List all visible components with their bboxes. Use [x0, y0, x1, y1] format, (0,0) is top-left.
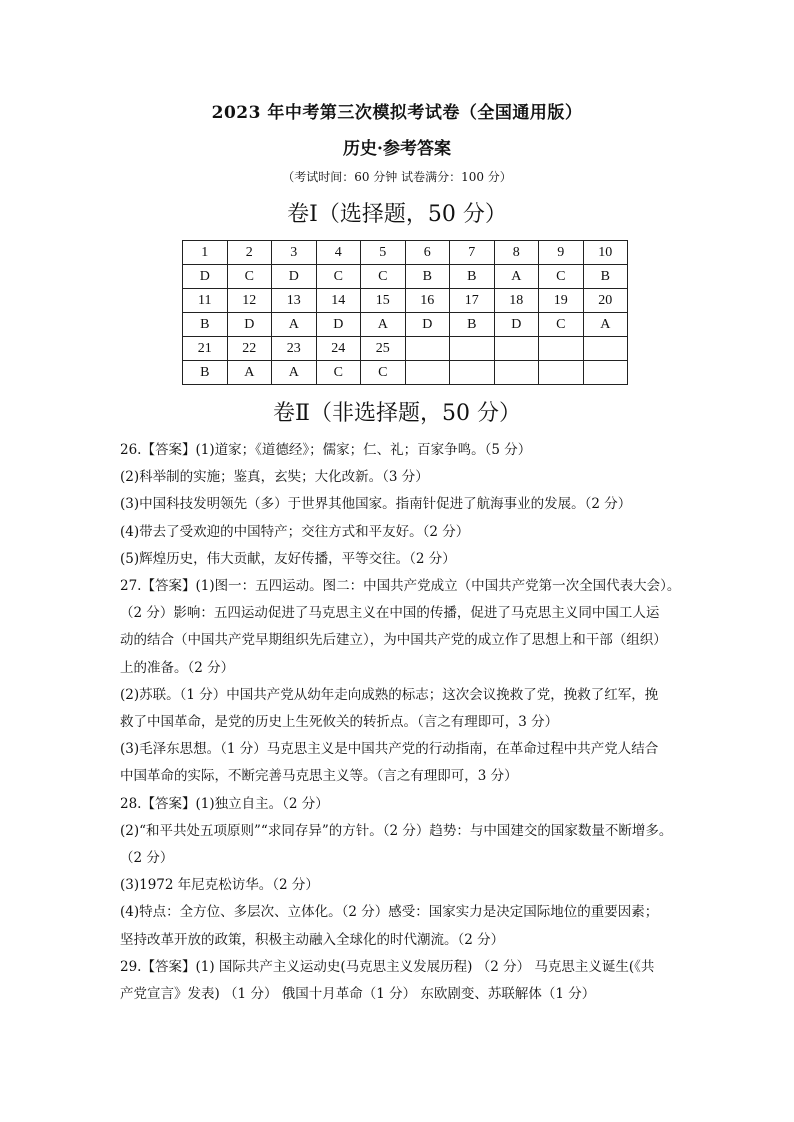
answer-table-cell	[405, 337, 450, 361]
answer-table-cell: 19	[539, 289, 584, 313]
answer-table-cell: C	[361, 265, 406, 289]
answer-table-cell: B	[450, 265, 495, 289]
section-heading-non-choice: 卷Ⅱ（非选择题，50 分）	[273, 401, 521, 426]
answer-table-cell	[494, 361, 539, 385]
answer-table-cell	[583, 337, 628, 361]
answer-table-cell: 23	[272, 337, 317, 361]
document-title: 2023 年中考第三次模拟考试卷（全国通用版）	[211, 103, 583, 123]
answer-table-cell: 11	[183, 289, 228, 313]
answer-line: 动的结合（中国共产党早期组织先后建立），为中国共产党的成立作了思想上和干部（组织）	[120, 632, 667, 649]
answer-line: (3)1972 年尼克松访华。（2 分）	[120, 877, 319, 894]
answer-table-cell: 4	[316, 241, 361, 265]
answer-table-cell: B	[183, 361, 228, 385]
section-heading-choice: 卷Ⅰ（选择题，50 分）	[287, 202, 507, 227]
answer-table-row	[183, 289, 628, 313]
answer-table	[182, 240, 628, 385]
answer-line: 26.【答案】(1)道家；《道德经》；儒家；仁、礼；百家争鸣。（5 分）	[120, 442, 532, 458]
answer-table-cell: C	[227, 265, 272, 289]
answer-table-cell: C	[316, 265, 361, 289]
answer-table-cell: 24	[316, 337, 361, 361]
answer-line: (4)带去了受欢迎的中国特产；交往方式和平友好。（2 分）	[120, 523, 470, 540]
answer-table-cell: D	[272, 265, 317, 289]
answer-table-cell: C	[316, 361, 361, 385]
answer-table-cell: 21	[183, 337, 228, 361]
answer-line: 27.【答案】(1)图一：五四运动。图二：中国共产党成立（中国共产党第一次全国代表大会）。	[120, 578, 681, 595]
answer-line: 坚持改革开放的政策，积极主动融入全球化的时代潮流。（2 分）	[120, 931, 505, 948]
answer-table-cell: D	[227, 313, 272, 337]
answer-table-cell: 8	[494, 241, 539, 265]
answer-table-cell: 17	[450, 289, 495, 313]
answer-line: (2)苏联。（1 分）中国共产党从幼年走向成熟的标志；这次会议挽救了党，挽救了红军，挽	[120, 686, 659, 703]
answer-table-row	[183, 337, 628, 361]
answer-table-cell: D	[405, 313, 450, 337]
answer-table-cell	[494, 337, 539, 361]
answer-line: (2)“和平共处五项原则”“求同存异”的方针。（2 分）趋势：与中国建交的国家数量不断增多。	[120, 822, 673, 839]
answer-table-cell: A	[494, 265, 539, 289]
answer-line: (2)科举制的实施；鉴真，玄奘；大化改新。（3 分）	[120, 469, 429, 486]
answer-table-cell: 25	[361, 337, 406, 361]
answer-table-cell: 20	[583, 289, 628, 313]
answer-table-cell: 6	[405, 241, 450, 265]
answer-line: (5)辉煌历史，伟大贡献，友好传播，平等交往。（2 分）	[120, 550, 456, 567]
answer-line: 救了中国革命，是党的历史上生死攸关的转折点。（言之有理即可，3 分）	[120, 714, 559, 731]
answer-table-cell: A	[583, 313, 628, 337]
exam-info: （考试时间：60 分钟 试卷满分：100 分）	[282, 170, 512, 184]
answer-table-cell: 16	[405, 289, 450, 313]
answer-table-cell: 14	[316, 289, 361, 313]
answer-table-cell: D	[316, 313, 361, 337]
answer-line: (3)毛泽东思想。（1 分）马克思主义是中国共产党的行动指南，在革命过程中共产党人结合	[120, 741, 659, 758]
answer-table-cell: 3	[272, 241, 317, 265]
answer-table-cell: 10	[583, 241, 628, 265]
answer-table-cell: B	[405, 265, 450, 289]
answer-table-cell: 1	[183, 241, 228, 265]
answer-table-cell: 15	[361, 289, 406, 313]
answer-table-cell	[583, 361, 628, 385]
answer-line: 产党宣言》发表) （1 分） 俄国十月革命（1 分） 东欧剧变、苏联解体（1 分）	[120, 986, 596, 1003]
answer-table-cell: C	[539, 265, 584, 289]
answer-table-cell: 22	[227, 337, 272, 361]
answer-content	[120, 437, 686, 1008]
answer-line: （2 分）影响：五四运动促进了马克思主义在中国的传播，促进了马克思主义同中国工人运	[120, 605, 660, 622]
answer-table-cell: A	[272, 361, 317, 385]
answer-table-cell: 7	[450, 241, 495, 265]
answer-line: 29.【答案】(1) 国际共产主义运动史(马克思主义发展历程) （2 分） 马克思主义诞生(《共	[120, 958, 655, 975]
answer-table-cell: C	[361, 361, 406, 385]
answer-table-cell: A	[227, 361, 272, 385]
answer-table-cell: B	[450, 313, 495, 337]
answer-line: 28.【答案】(1)独立自主。（2 分）	[120, 795, 329, 812]
answer-table-row	[183, 265, 628, 289]
answer-line: (3)中国科技发明领先（多）于世界其他国家。指南针促进了航海事业的发展。（2 分）	[120, 496, 632, 513]
answer-table-cell: 9	[539, 241, 584, 265]
answer-line: (4)特点：全方位、多层次、立体化。（2 分）感受：国家实力是决定国际地位的重要因素；	[120, 904, 659, 921]
answer-line: （2 分）	[120, 850, 174, 867]
answer-table-cell	[450, 361, 495, 385]
document-subtitle: 历史·参考答案	[343, 139, 451, 159]
answer-table-cell	[405, 361, 450, 385]
answer-table-cell: D	[494, 313, 539, 337]
answer-table-cell: B	[183, 313, 228, 337]
answer-table-cell: C	[539, 313, 584, 337]
answer-table-cell	[539, 361, 584, 385]
answer-table-row	[183, 313, 628, 337]
answer-table-cell	[450, 337, 495, 361]
answer-table-cell: A	[361, 313, 406, 337]
answer-table-row	[183, 361, 628, 385]
answer-table-cell: 2	[227, 241, 272, 265]
answer-table-cell: D	[183, 265, 228, 289]
answer-table-cell: 5	[361, 241, 406, 265]
answer-table-cell: 13	[272, 289, 317, 313]
answer-table-cell: A	[272, 313, 317, 337]
answer-table-cell: 12	[227, 289, 272, 313]
answer-line: 上的准备。（2 分）	[120, 659, 235, 676]
answer-line: 中国革命的实际，不断完善马克思主义等。（言之有理即可，3 分）	[120, 768, 518, 785]
answer-table-cell: B	[583, 265, 628, 289]
answer-table-cell: 18	[494, 289, 539, 313]
answer-table-row	[183, 241, 628, 265]
answer-table-cell	[539, 337, 584, 361]
